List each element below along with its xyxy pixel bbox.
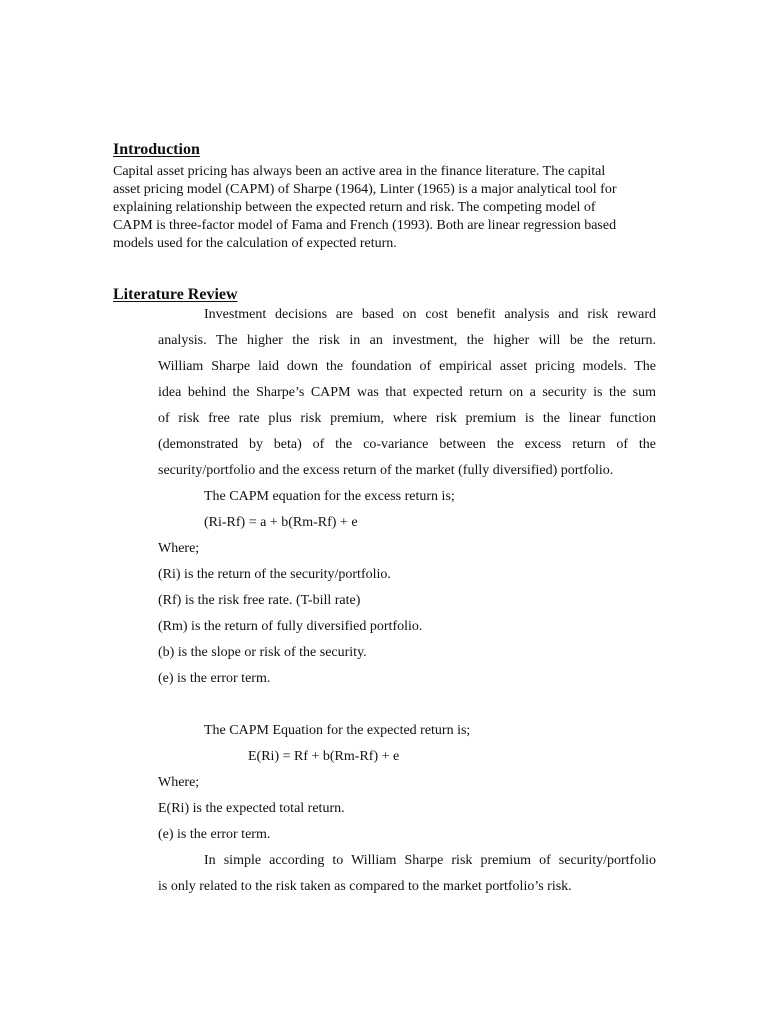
text-line: (demonstrated by beta) of the co-variance between the excess return of the [158, 437, 656, 452]
text-line: models used for the calculation of expected return. [113, 236, 397, 251]
text-line: analysis. The higher the risk in an investment, the higher will be the return. [158, 333, 656, 348]
definition-item: (b) is the slope or risk of the security. [158, 645, 367, 660]
conclusion-paragraph [158, 848, 656, 900]
literature-review-paragraph [158, 302, 656, 484]
expected-return-equation: E(Ri) = Rf + b(Rm-Rf) + e [248, 749, 400, 764]
text-line: idea behind the Sharpe’s CAPM was that expected return on a security is the sum [158, 385, 656, 400]
definition-item: (Rm) is the return of fully diversified portfolio. [158, 619, 423, 634]
excess-return-equation: (Ri-Rf) = a + b(Rm-Rf) + e [204, 515, 358, 530]
where-label: Where; [158, 775, 200, 790]
literature-review-heading: Literature Review [113, 286, 238, 303]
text-line: asset pricing model (CAPM) of Sharpe (1964), Linter (1965) is a major analytical tool for [113, 182, 617, 197]
expected-return-equation-block [158, 718, 656, 848]
text-line: security/portfolio and the excess return of the market (fully diversified) portfolio. [158, 463, 614, 478]
text-line: Capital asset pricing has always been an active area in the finance literature. The capital [113, 164, 606, 179]
expected-equation-intro: The CAPM Equation for the expected return is; [204, 723, 471, 738]
definition-item: (e) is the error term. [158, 671, 271, 686]
text-line: Investment decisions are based on cost benefit analysis and risk reward [204, 307, 656, 322]
definition-item: E(Ri) is the expected total return. [158, 801, 345, 816]
text-line: explaining relationship between the expected return and risk. The competing model of [113, 200, 596, 215]
definition-item: (Rf) is the risk free rate. (T-bill rate) [158, 593, 361, 608]
introduction-heading: Introduction [113, 141, 200, 158]
text-line: CAPM is three-factor model of Fama and French (1993). Both are linear regression based [113, 218, 617, 233]
definition-item: (e) is the error term. [158, 827, 271, 842]
text-line: In simple according to William Sharpe risk premium of security/portfolio [204, 853, 656, 868]
excess-return-equation-block [158, 484, 656, 692]
where-label: Where; [158, 541, 200, 556]
text-line: William Sharpe laid down the foundation of empirical asset pricing models. The [158, 359, 656, 374]
text-line: of risk free rate plus risk premium, where risk premium is the linear function [158, 411, 656, 426]
definition-item: (Ri) is the return of the security/portfolio. [158, 567, 391, 582]
introduction-paragraph [113, 163, 658, 253]
text-line: is only related to the risk taken as compared to the market portfolio’s risk. [158, 879, 572, 894]
excess-equation-intro: The CAPM equation for the excess return is; [204, 489, 455, 504]
